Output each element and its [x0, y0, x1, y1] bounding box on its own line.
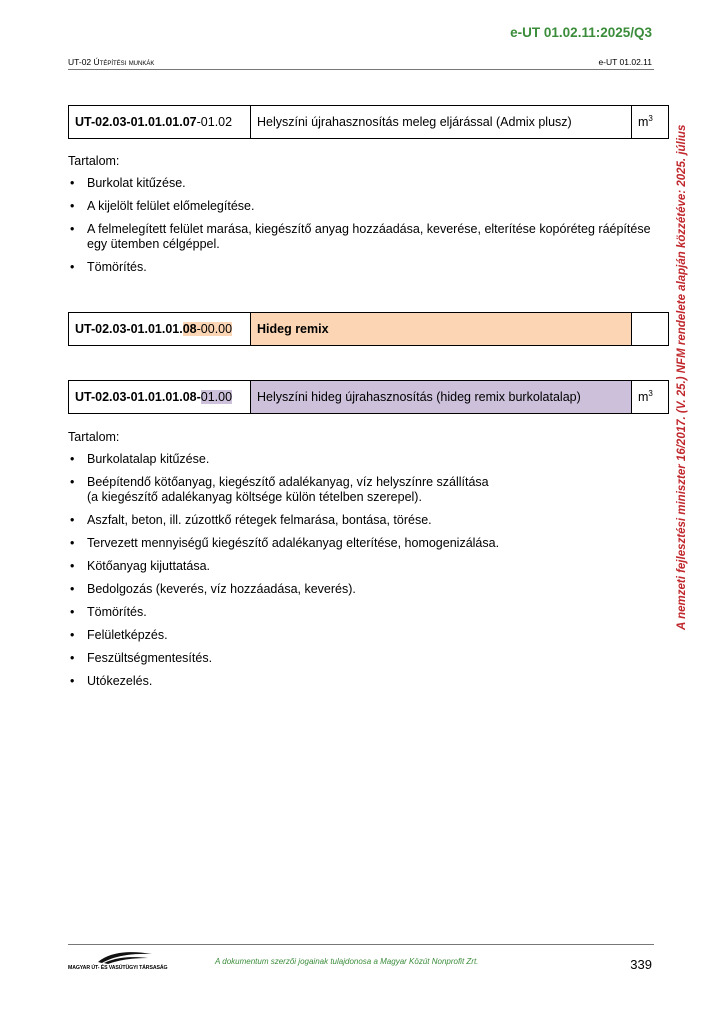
list-item-text: Aszfalt, beton, ill. zúzottkő rétegek felmarása, bontása, törése.	[87, 513, 432, 527]
list-item-text: Kötőanyag kijuttatása.	[87, 559, 210, 573]
unit-exponent: 3	[648, 389, 653, 399]
running-header-left	[68, 57, 154, 67]
list-item-text: Burkolatalap kitűzése.	[87, 452, 210, 466]
item-unit	[632, 313, 669, 346]
item-code-main: UT-02.03-01.01.01.07	[75, 115, 197, 129]
content-list	[68, 176, 653, 275]
item-code-suffix: -01.02	[196, 115, 233, 129]
list-item: • A kijelölt felület előmelegítése.	[70, 199, 255, 213]
item-table-2	[68, 312, 669, 346]
list-item: • Burkolat kitűzése.	[70, 176, 186, 190]
list-item: • Burkolatalap kitűzése.	[70, 452, 210, 466]
item-code-main: UT-02.03-01.01.01.08-	[75, 390, 201, 404]
chapter-code: UT-02	[68, 57, 94, 67]
item-title: Hideg remix	[251, 313, 632, 346]
item-content-3	[68, 430, 653, 697]
content-label: Tartalom:	[68, 430, 120, 444]
list-item-text: A felmelegített felület marása, kiegészítő anyag hozzáadása, keverése, elterítése kopóréteg ráépítése egy ütemben célgéppel.	[87, 222, 651, 251]
content-label: Tartalom:	[68, 154, 120, 168]
list-item-text: Felületképzés.	[87, 628, 168, 642]
item-code	[69, 106, 251, 139]
list-item: • Beépítendő kötőanyag, kiegészítő adalékanyag, víz helyszínre szállítása (a kiegészítő adalékanyag költsége külön tételben szerepel).	[70, 475, 489, 504]
item-code-highlight: 08	[182, 322, 197, 336]
list-item-text: Tervezett mennyiségű kiegészítő adalékanyag elterítése, homogenizálása.	[87, 536, 500, 550]
copyright-notice: A dokumentum szerzői jogainak tulajdonosa a Magyar Közút Nonprofit Zrt.	[215, 957, 479, 966]
swoosh-icon	[68, 949, 160, 965]
page-number: 339	[630, 957, 652, 972]
publication-side-note: A nemzeti fejlesztési miniszter 16/2017. (V. 25.) NFM rendelete alapján közzétéve: 2025. július	[676, 124, 688, 630]
item-unit	[632, 381, 669, 414]
list-item: • Aszfalt, beton, ill. zúzottkő rétegek felmarása, bontása, törése.	[70, 513, 432, 527]
list-item: • Tömörítés.	[70, 605, 147, 619]
list-item: • A felmelegített felület marása, kiegészítő anyag hozzáadása, keverése, elterítése kopóréteg ráépítése egy ütemben célgéppel.	[70, 222, 651, 251]
list-item-text-continuation: (a kiegészítő adalékanyag költsége külön tételben szerepel).	[87, 490, 422, 504]
list-item-text: Beépítendő kötőanyag, kiegészítő adalékanyag, víz helyszínre szállítása	[87, 475, 489, 489]
item-row	[69, 106, 669, 139]
list-item: • Bedolgozás (keverés, víz hozzáadása, keverés).	[70, 582, 356, 596]
item-unit	[632, 106, 669, 139]
list-item-text: Utókezelés.	[87, 674, 153, 688]
header-divider	[68, 69, 654, 70]
item-content-1	[68, 154, 653, 283]
list-item-text: Tömörítés.	[87, 260, 147, 274]
item-code	[69, 381, 251, 414]
list-item: • Utókezelés.	[70, 674, 153, 688]
list-item: • Felületképzés.	[70, 628, 168, 642]
list-item: • Kötőanyag kijuttatása.	[70, 559, 210, 573]
document-id: e-UT 01.02.11:2025/Q3	[510, 25, 652, 40]
content-list	[68, 452, 653, 689]
list-item: • Feszültségmentesítés.	[70, 651, 213, 665]
item-code	[69, 313, 251, 346]
item-code-main: UT-02.03-01.01.01.	[75, 322, 183, 336]
item-code-suffix: -00.00	[196, 322, 233, 336]
item-title: Helyszíni hideg újrahasznosítás (hideg remix burkolatalap)	[251, 381, 632, 414]
item-table-3	[68, 380, 669, 414]
list-item-text: Feszültségmentesítés.	[87, 651, 213, 665]
running-header-right: e-UT 01.02.11	[598, 57, 652, 67]
item-table-1	[68, 105, 669, 139]
item-code-highlight: 01.00	[200, 390, 233, 404]
item-title: Helyszíni újrahasznosítás meleg eljárással (Admix plusz)	[251, 106, 632, 139]
list-item-text: A kijelölt felület előmelegítése.	[87, 199, 255, 213]
list-item-text: Tömörítés.	[87, 605, 147, 619]
unit-base: m	[638, 115, 649, 130]
list-item: • Tervezett mennyiségű kiegészítő adalékanyag elterítése, homogenizálása.	[70, 536, 500, 550]
list-item: • Tömörítés.	[70, 260, 147, 274]
footer-divider	[68, 944, 654, 945]
society-logo	[68, 949, 168, 971]
unit-exponent: 3	[648, 114, 653, 124]
unit-base: m	[638, 390, 649, 405]
item-row	[69, 381, 669, 414]
list-item-text: Burkolat kitűzése.	[87, 176, 186, 190]
society-logo-text: MAGYAR ÚT- ÉS VASÚTÜGYI TÁRSASÁG	[68, 965, 168, 971]
chapter-title: Útépítési munkák	[93, 57, 155, 67]
item-row	[69, 313, 669, 346]
list-item-text: Bedolgozás (keverés, víz hozzáadása, keverés).	[87, 582, 356, 596]
